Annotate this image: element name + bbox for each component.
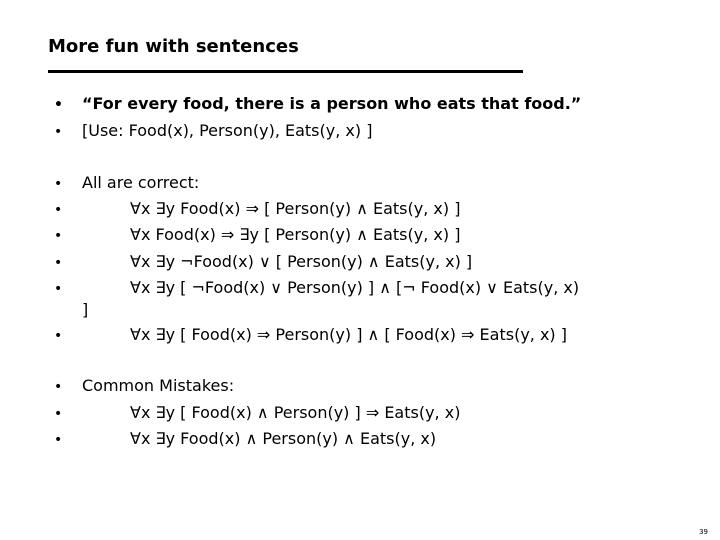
- common-mistakes-text: Common Mistakes:: [82, 376, 235, 395]
- bullet-marker: •: [54, 202, 63, 218]
- bullet-marker: •: [54, 255, 63, 271]
- formula-text: ∀x ∃y Food(x) ⇒ [ Person(y) ∧ Eats(y, x) ]: [130, 199, 461, 218]
- formula-text: ∀x ∃y [ Food(x) ⇒ Person(y) ] ∧ [ Food(x) ⇒ Eats(y, x) ]: [130, 325, 567, 344]
- formula-line-3: [54, 252, 472, 273]
- bullet-use: [54, 121, 372, 142]
- mistake-line-2: [54, 429, 436, 450]
- bullet-quote: [54, 94, 581, 115]
- formula-text: ∀x Food(x) ⇒ ∃y [ Person(y) ∧ Eats(y, x) ]: [130, 225, 461, 244]
- formula-line-1: [54, 199, 460, 220]
- title-underline: [48, 70, 523, 73]
- bullet-marker: •: [54, 432, 63, 448]
- quote-text: “For every food, there is a person who eats that food.”: [82, 94, 582, 113]
- slide-number: 39: [699, 528, 708, 536]
- all-correct-text: All are correct:: [82, 173, 200, 192]
- mistake-line-1: [54, 403, 460, 424]
- formula-text: ∀x ∃y Food(x) ∧ Person(y) ∧ Eats(y, x): [130, 429, 437, 448]
- formula-text: ∀x ∃y [ ¬Food(x) ∨ Person(y) ] ∧ [¬ Food(x) ∨ Eats(y, x): [130, 278, 580, 297]
- bullet-marker: •: [54, 328, 63, 344]
- formula-line-4-wrap: ]: [82, 300, 89, 319]
- bullet-marker: •: [54, 228, 63, 244]
- formula-line-2: [54, 225, 460, 246]
- slide-title: More fun with sentences: [48, 36, 299, 57]
- bullet-marker: •: [54, 379, 63, 395]
- bullet-marker: •: [54, 406, 63, 422]
- formula-line-4: [54, 278, 579, 299]
- use-text: [Use: Food(x), Person(y), Eats(y, x) ]: [82, 121, 373, 140]
- bullet-marker: •: [54, 281, 63, 297]
- formula-text: ∀x ∃y [ Food(x) ∧ Person(y) ] ⇒ Eats(y, x): [130, 403, 461, 422]
- formula-text: ∀x ∃y ¬Food(x) ∨ [ Person(y) ∧ Eats(y, x) ]: [130, 252, 473, 271]
- bullet-common-mistakes: [54, 376, 234, 397]
- formula-line-5: [54, 325, 567, 346]
- bullet-marker: •: [54, 97, 63, 113]
- bullet-marker: •: [54, 124, 63, 140]
- bullet-marker: •: [54, 176, 63, 192]
- bullet-all-correct: [54, 173, 199, 194]
